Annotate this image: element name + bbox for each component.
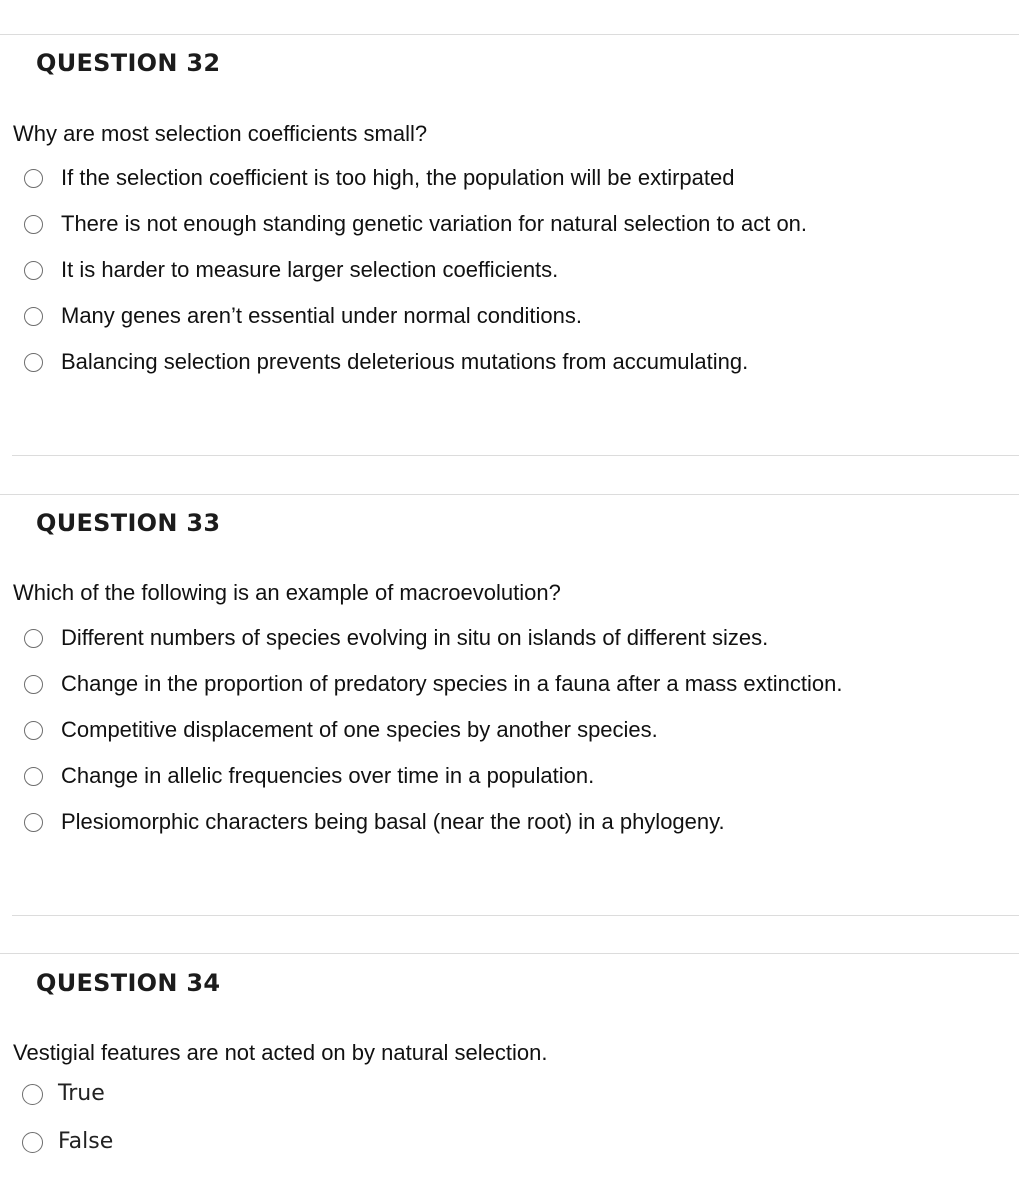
q32-option-1-label: If the selection coefficient is too high, the population will be extirpated — [61, 165, 735, 190]
question-34-title: QUESTION 34 — [36, 969, 221, 997]
question-33-text: Which of the following is an example of macroevolution? — [13, 580, 561, 605]
q33-option-2[interactable] — [24, 671, 842, 697]
q32-option-1[interactable] — [24, 165, 734, 191]
q34-option-true-label: True — [58, 1081, 105, 1106]
q33-option-4-label: Change in allelic frequencies over time in a population. — [61, 763, 595, 788]
radio-button[interactable] — [22, 1084, 43, 1105]
question-divider — [12, 455, 1019, 456]
radio-button[interactable] — [24, 353, 43, 372]
question-34-text: Vestigial features are not acted on by natural selection. — [13, 1040, 548, 1065]
question-32-text: Why are most selection coefficients small? — [13, 121, 428, 146]
q32-option-2[interactable] — [24, 211, 807, 237]
question-33-title: QUESTION 33 — [36, 509, 221, 537]
q33-option-4[interactable] — [24, 763, 594, 789]
radio-button[interactable] — [24, 307, 43, 326]
radio-button[interactable] — [24, 767, 43, 786]
q33-option-5[interactable] — [24, 809, 725, 835]
q34-option-true[interactable] — [22, 1081, 105, 1107]
radio-button[interactable] — [24, 675, 43, 694]
radio-button[interactable] — [24, 169, 43, 188]
q32-option-5[interactable] — [24, 349, 748, 375]
q33-option-1[interactable] — [24, 625, 768, 651]
question-divider — [0, 953, 1019, 954]
q33-option-3[interactable] — [24, 717, 658, 743]
radio-button[interactable] — [22, 1132, 43, 1153]
q34-option-false-label: False — [58, 1129, 114, 1154]
question-32-title: QUESTION 32 — [36, 49, 221, 77]
radio-button[interactable] — [24, 813, 43, 832]
q32-option-2-label: There is not enough standing genetic variation for natural selection to act on. — [61, 211, 808, 236]
radio-button[interactable] — [24, 629, 43, 648]
q33-option-1-label: Different numbers of species evolving in situ on islands of different sizes. — [61, 625, 769, 650]
question-divider — [0, 34, 1019, 35]
question-divider — [0, 494, 1019, 495]
radio-button[interactable] — [24, 215, 43, 234]
q32-option-3-label: It is harder to measure larger selection coefficients. — [61, 257, 559, 282]
radio-button[interactable] — [24, 721, 43, 740]
q33-option-5-label: Plesiomorphic characters being basal (near the root) in a phylogeny. — [61, 809, 725, 834]
question-divider — [12, 915, 1019, 916]
q33-option-2-label: Change in the proportion of predatory species in a fauna after a mass extinction. — [61, 671, 843, 696]
q32-option-4[interactable] — [24, 303, 582, 329]
radio-button[interactable] — [24, 261, 43, 280]
q33-option-3-label: Competitive displacement of one species by another species. — [61, 717, 658, 742]
q34-option-false[interactable] — [22, 1129, 113, 1155]
q32-option-3[interactable] — [24, 257, 558, 283]
q32-option-5-label: Balancing selection prevents deleterious mutations from accumulating. — [61, 349, 749, 374]
q32-option-4-label: Many genes aren’t essential under normal conditions. — [61, 303, 582, 328]
